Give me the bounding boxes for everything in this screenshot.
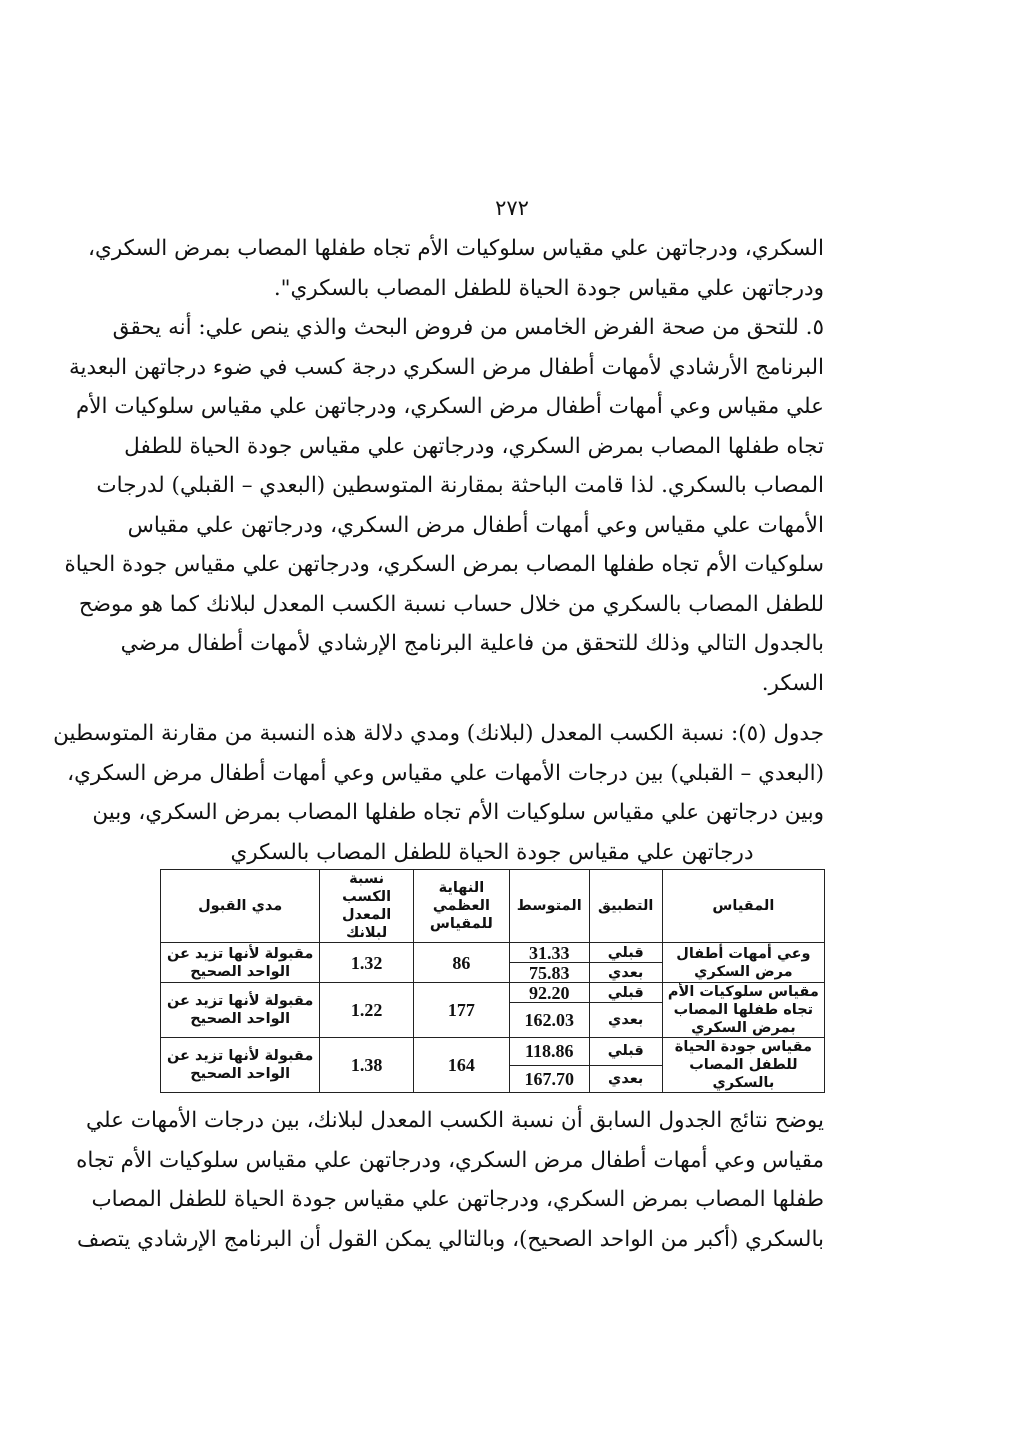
bottom-paragraph (76, 1101, 824, 1259)
scale-name: مقياس جودة الحياة للطفل المصاب بالسكري (662, 1038, 824, 1093)
application-label: قبلي (589, 983, 662, 1003)
header-scale: المقياس (662, 870, 824, 943)
paragraph-line: تجاه طفلها المصاب بمرض السكري، ودرجاتهن علي مقياس جودة الحياة للطفل (124, 433, 824, 459)
caption-line: وبين درجاتهن علي مقياس سلوكيات الأم تجاه طفلها المصاب بمرض السكري، وبين (92, 800, 824, 825)
paragraph-line: السكر. (761, 670, 824, 696)
application-label: بعدي (589, 963, 662, 983)
header-acceptance: مدي القبول (161, 870, 320, 943)
caption-line: جدول (٥): نسبة الكسب المعدل (لبلانك) ومدي دلالة هذه النسبة من مقارنة المتوسطين (53, 721, 824, 746)
paragraph-line: مقياس وعي أمهات أطفال مرض السكري، ودرجاتهن علي مقياس سلوكيات الأم تجاه (76, 1147, 824, 1173)
application-label: بعدي (589, 1065, 662, 1093)
table-header-row (161, 870, 825, 943)
application-label: قبلي (589, 943, 662, 963)
gain-ratio-value: 1.22 (320, 983, 414, 1038)
max-score-value: 164 (413, 1038, 509, 1093)
application-label: قبلي (589, 1038, 662, 1066)
results-table (160, 869, 825, 1093)
table-caption (53, 714, 824, 872)
application-label: بعدي (589, 1003, 662, 1038)
paragraph-line: الأمهات علي مقياس وعي أمهات أطفال مرض السكري، ودرجاتهن علي مقياس (127, 512, 824, 538)
max-score-value: 177 (413, 983, 509, 1038)
mean-value: 167.70 (509, 1065, 589, 1093)
caption-line: (البعدي – القبلي) بين درجات الأمهات علي مقياس وعي أمهات أطفال مرض السكري، (67, 760, 824, 786)
scale-name: وعي أمهات أطفال مرض السكري (662, 943, 824, 983)
table-row (161, 983, 825, 1003)
acceptance-value: مقبولة لأنها تزيد عن الواحد الصحيح (161, 1038, 320, 1093)
table-row (161, 943, 825, 963)
paragraph-line: بالجدول التالي وذلك للتحقق من فاعلية البرنامج الإرشادي لأمهات أطفال مرضي (120, 631, 824, 656)
top-paragraph (64, 229, 824, 703)
mean-value: 118.86 (509, 1038, 589, 1066)
scale-name: مقياس سلوكيات الأم تجاه طفلها المصاب بمرض السكري (662, 983, 824, 1038)
acceptance-value: مقبولة لأنها تزيد عن الواحد الصحيح (161, 983, 320, 1038)
mean-value: 92.20 (509, 983, 589, 1003)
acceptance-value: مقبولة لأنها تزيد عن الواحد الصحيح (161, 943, 320, 983)
mean-value: 31.33 (509, 943, 589, 963)
header-mean: المتوسط (509, 870, 589, 943)
paragraph-line: السكري، ودرجاتهن علي مقياس سلوكيات الأم تجاه طفلها المصاب بمرض السكري، (88, 236, 824, 261)
mean-value: 75.83 (509, 963, 589, 983)
paragraph-line: البرنامج الأرشادي لأمهات أطفال مرض السكري درجة كسب في ضوء درجاتهن البعدية (68, 354, 824, 380)
header-gain-ratio: نسبة الكسب المعدل لبلانك (320, 870, 414, 943)
caption-line: درجاتهن علي مقياس جودة الحياة للطفل المصاب بالسكري (230, 839, 754, 865)
paragraph-line: سلوكيات الأم تجاه طفلها المصاب بمرض السكري، ودرجاتهن علي مقياس جودة الحياة (64, 552, 824, 577)
gain-ratio-value: 1.32 (320, 943, 414, 983)
paragraph-line: المصاب بالسكري. لذا قامت الباحثة بمقارنة المتوسطين (البعدي – القبلي) لدرجات (96, 473, 824, 498)
page-number: ٢٧٢ (495, 196, 529, 220)
table-row (161, 1038, 825, 1066)
paragraph-line: بالسكري (أكبر من الواحد الصحيح)، وبالتالي يمكن القول أن البرنامج الإرشادي يتصف (76, 1226, 824, 1252)
paragraph-line: ٥. للتحق من صحة الفرض الخامس من فروض البحث والذي ينص علي: أنه يحقق (112, 315, 824, 340)
header-application: التطبيق (589, 870, 662, 943)
max-score-value: 86 (413, 943, 509, 983)
header-max-score: النهاية العظمي للمقياس (413, 870, 509, 943)
paragraph-line: علي مقياس وعي أمهات أطفال مرض السكري، ودرجاتهن علي مقياس سلوكيات الأم (75, 394, 824, 419)
paragraph-line: يوضح نتائج الجدول السابق أن نسبة الكسب المعدل لبلانك، بين درجات الأمهات علي (86, 1108, 824, 1133)
paragraph-line: ودرجاتهن علي مقياس جودة الحياة للطفل المصاب بالسكري". (273, 275, 824, 301)
gain-ratio-value: 1.38 (320, 1038, 414, 1093)
mean-value: 162.03 (509, 1003, 589, 1038)
paragraph-line: طفلها المصاب بمرض السكري، ودرجاتهن علي مقياس جودة الحياة للطفل المصاب (91, 1187, 824, 1212)
paragraph-line: للطفل المصاب بالسكري من خلال حساب نسبة الكسب المعدل لبلانك كما هو موضح (78, 591, 824, 617)
